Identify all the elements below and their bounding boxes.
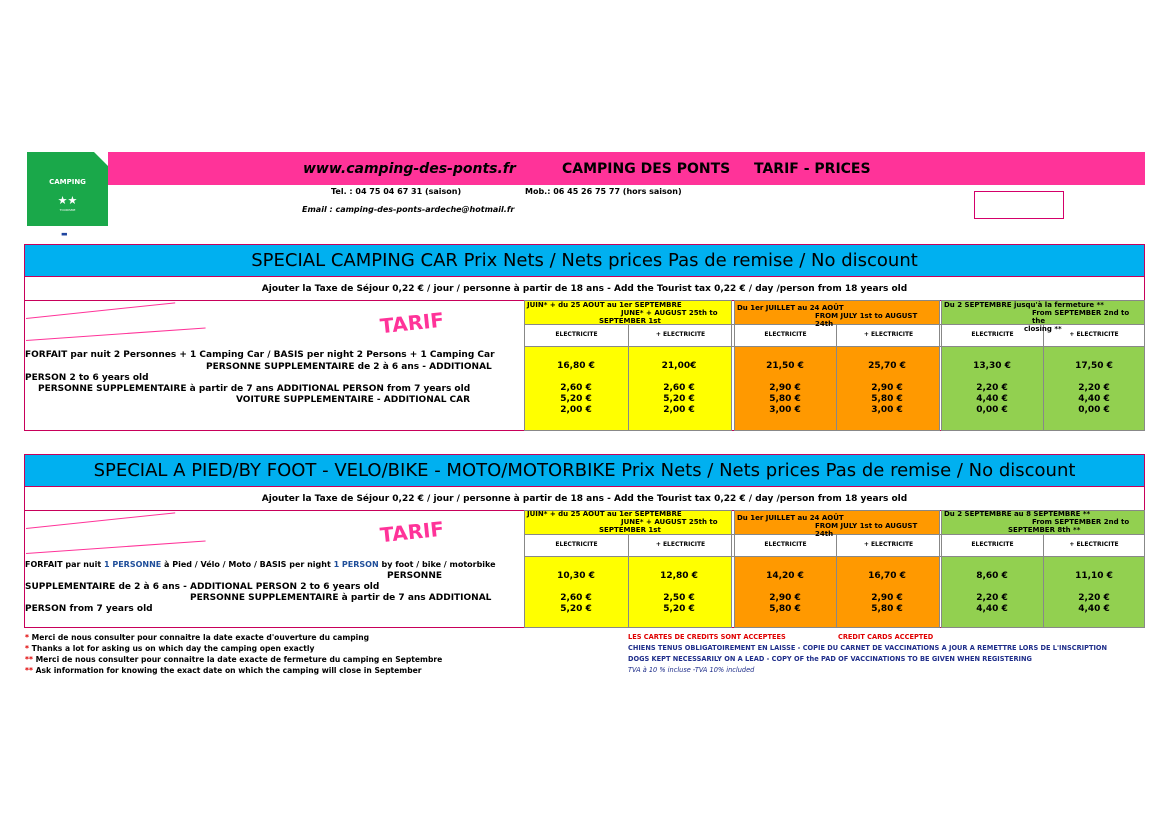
logo-sub: TOURISME	[59, 208, 76, 212]
credit-cards-en: CREDIT CARDS ACCEPTED	[838, 633, 934, 641]
section1-tarif-label: TARIF	[378, 307, 446, 339]
period-header: JUIN* + du 25 AOUT au 1er SEPTEMBRE JUNE* + AUGUST 25th to SEPTEMBER 1st	[527, 301, 718, 325]
price-cell: 2,20 €	[1078, 383, 1110, 393]
price-cell: 16,70 €	[868, 571, 906, 581]
price-cell: 14,20 €	[766, 571, 804, 581]
tva-notice: TVA à 10 % incluse -TVA 10% included	[628, 666, 755, 674]
price-cell: 2,60 €	[560, 593, 592, 603]
price-cell: 21,50 €	[766, 361, 804, 371]
row-label: PERSONNE SUPPLEMENTAIRE de 2 à 6 ans - ADDITIONAL	[206, 362, 492, 372]
col-electricite: ELECTRICITE	[971, 541, 1014, 548]
flag-icon: ▬	[61, 230, 68, 238]
site-url[interactable]: www.camping-des-ponts.fr	[303, 161, 516, 177]
period-header: JUIN* + du 25 AOUT au 1er SEPTEMBRE JUNE* + AUGUST 25th to SEPTEMBER 1st	[527, 510, 718, 534]
price-cell: 2,90 €	[871, 593, 903, 603]
col-electricite: ELECTRICITE	[764, 331, 807, 338]
phone-number: Tel. : 04 75 04 67 31 (saison)	[331, 187, 462, 196]
row-label: VOITURE SUPPLEMENTAIRE - ADDITIONAL CAR	[236, 395, 471, 405]
price-cell: 17,50 €	[1075, 361, 1113, 371]
price-cell: 5,80 €	[871, 604, 903, 614]
row-label: PERSONNE SUPPLEMENTAIRE à partir de 7 ans ADDITIONAL PERSON from 7 years old	[38, 384, 471, 394]
price-cell: 0,00 €	[1078, 405, 1110, 415]
section2-tarif-label: TARIF	[378, 516, 446, 548]
price-cell: 2,00 €	[560, 405, 592, 415]
price-cell: 2,20 €	[976, 383, 1008, 393]
price-cell: 5,20 €	[663, 394, 695, 404]
price-cell: 2,60 €	[663, 383, 695, 393]
row-label: FORFAIT par nuit 2 Personnes + 1 Camping Car / BASIS per night 2 Persons + 1 Camping Car	[25, 350, 495, 360]
price-cell: 13,30 €	[973, 361, 1011, 371]
price-cell: 4,40 €	[976, 604, 1008, 614]
col-plus-electricite: + ELECTRICITE	[863, 541, 914, 548]
price-cell: 2,00 €	[663, 405, 695, 415]
period-header: Du 1er JUILLET au 24 AOÛT FROM JULY 1st to AUGUST 24th	[737, 514, 918, 538]
price-cell: 4,40 €	[976, 394, 1008, 404]
logo-stars-icon: ★★	[57, 194, 78, 207]
wifi-badge: WI-FI	[974, 191, 1064, 219]
page-title: TARIF - PRICES	[754, 161, 871, 177]
credit-cards-fr: LES CARTES DE CREDITS SONT ACCEPTEES	[628, 633, 786, 641]
period-header: Du 1er JUILLET au 24 AOÛT FROM JULY 1st to AUGUST 24th	[737, 304, 918, 328]
email-address[interactable]: Email : camping-des-ponts-ardeche@hotmail.fr	[302, 205, 515, 214]
period-header: Du 2 SEPTEMBRE au 8 SEPTEMBRE ** From SEPTEMBER 2nd to SEPTEMBER 8th **	[944, 510, 1130, 534]
mobile-number: Mob.: 06 45 26 75 77 (hors saison)	[525, 187, 682, 196]
col-electricite: ELECTRICITE	[555, 541, 598, 548]
col-plus-electricite: + ELECTRICITE	[1069, 541, 1119, 548]
price-cell: 21,00€	[661, 361, 697, 371]
col-plus-electricite: + ELECTRICITE	[1069, 331, 1119, 338]
dogs-notice-en: DOGS KEPT NECESSARILY ON A LEAD - COPY OF the PAD OF VACCINATIONS TO BE GIVEN WHEN REGISTERING	[628, 655, 1032, 663]
price-cell: 3,00 €	[769, 405, 801, 415]
price-cell: 2,90 €	[769, 383, 801, 393]
section2-tax: Ajouter la Taxe de Séjour 0,22 € / jour / personne à partir de 18 ans - Add the Tourist tax 0,22 € / day /person from 18 years old	[24, 487, 1145, 511]
logo-title: CAMPING	[49, 178, 86, 186]
col-electricite: ELECTRICITE	[555, 331, 598, 338]
price-cell: 4,40 €	[1078, 604, 1110, 614]
price-cell: 4,40 €	[1078, 394, 1110, 404]
period-header: Du 2 SEPTEMBRE jusqu'à la fermeture ** From SEPTEMBER 2nd to the closing **	[944, 301, 1130, 333]
price-cell: 12,80 €	[660, 571, 698, 581]
footer-note: * Thanks a lot for asking us on which day the camping open exactly	[25, 644, 315, 653]
price-cell: 5,80 €	[769, 394, 801, 404]
price-cell: 8,60 €	[976, 571, 1008, 581]
price-cell: 11,10 €	[1075, 571, 1113, 581]
price-cell: 5,80 €	[769, 604, 801, 614]
section1-title: SPECIAL CAMPING CAR Prix Nets / Nets prices Pas de remise / No discount	[24, 244, 1145, 277]
price-cell: 2,90 €	[871, 383, 903, 393]
price-cell: 10,30 €	[557, 571, 595, 581]
col-plus-electricite: + ELECTRICITE	[863, 331, 914, 338]
camping-logo	[27, 152, 108, 242]
row-label: PERSONNE	[387, 571, 443, 581]
row-label: FORFAIT par nuit 1 PERSONNE à Pied / Vélo / Moto / BASIS per night 1 PERSON by foot / bike / motorbike	[25, 560, 496, 569]
price-cell: 2,50 €	[663, 593, 695, 603]
price-cell: 5,80 €	[871, 394, 903, 404]
site-name: CAMPING DES PONTS	[562, 161, 731, 177]
price-cell: 0,00 €	[976, 405, 1008, 415]
col-electricite: ELECTRICITE	[971, 331, 1014, 338]
price-cell: 5,20 €	[560, 604, 592, 614]
footer-note: * Merci de nous consulter pour connaitre la date exacte d'ouverture du camping	[25, 633, 370, 642]
price-cell: 2,60 €	[560, 383, 592, 393]
price-cell: 3,00 €	[871, 405, 903, 415]
col-plus-electricite: + ELECTRICITE	[655, 541, 706, 548]
price-cell: 5,20 €	[663, 604, 695, 614]
row-label: PERSON from 7 years old	[25, 604, 153, 614]
price-cell: 2,20 €	[976, 593, 1008, 603]
price-cell: 2,20 €	[1078, 593, 1110, 603]
price-cell: 25,70 €	[868, 361, 906, 371]
section1-tax: Ajouter la Taxe de Séjour 0,22 € / jour / personne à partir de 18 ans - Add the Tourist tax 0,22 € / day /person from 18 years old	[24, 277, 1145, 301]
price-cell: 16,80 €	[557, 361, 595, 371]
row-label: PERSONNE SUPPLEMENTAIRE à partir de 7 ans ADDITIONAL	[190, 593, 492, 603]
dogs-notice-fr: CHIENS TENUS OBLIGATOIREMENT EN LAISSE - COPIE DU CARNET DE VACCINATIONS A JOUR A REMETTRE LORS DE L'INSCRIPTION	[628, 644, 1108, 652]
section2-title: SPECIAL A PIED/BY FOOT - VELO/BIKE - MOTO/MOTORBIKE Prix Nets / Nets prices Pas de remise / No discount	[24, 454, 1145, 487]
footer-note: ** Merci de nous consulter pour connaitre la date exacte de fermeture du camping en Septembre	[25, 655, 443, 664]
col-plus-electricite: + ELECTRICITE	[655, 331, 706, 338]
col-electricite: ELECTRICITE	[764, 541, 807, 548]
footer-note: ** Ask information for knowing the exact date on which the camping will close in September	[25, 666, 422, 675]
row-label: PERSON 2 to 6 years old	[25, 373, 149, 383]
price-cell: 2,90 €	[769, 593, 801, 603]
row-label: SUPPLEMENTAIRE de 2 à 6 ans - ADDITIONAL PERSON 2 to 6 years old	[25, 582, 380, 592]
price-cell: 5,20 €	[560, 394, 592, 404]
